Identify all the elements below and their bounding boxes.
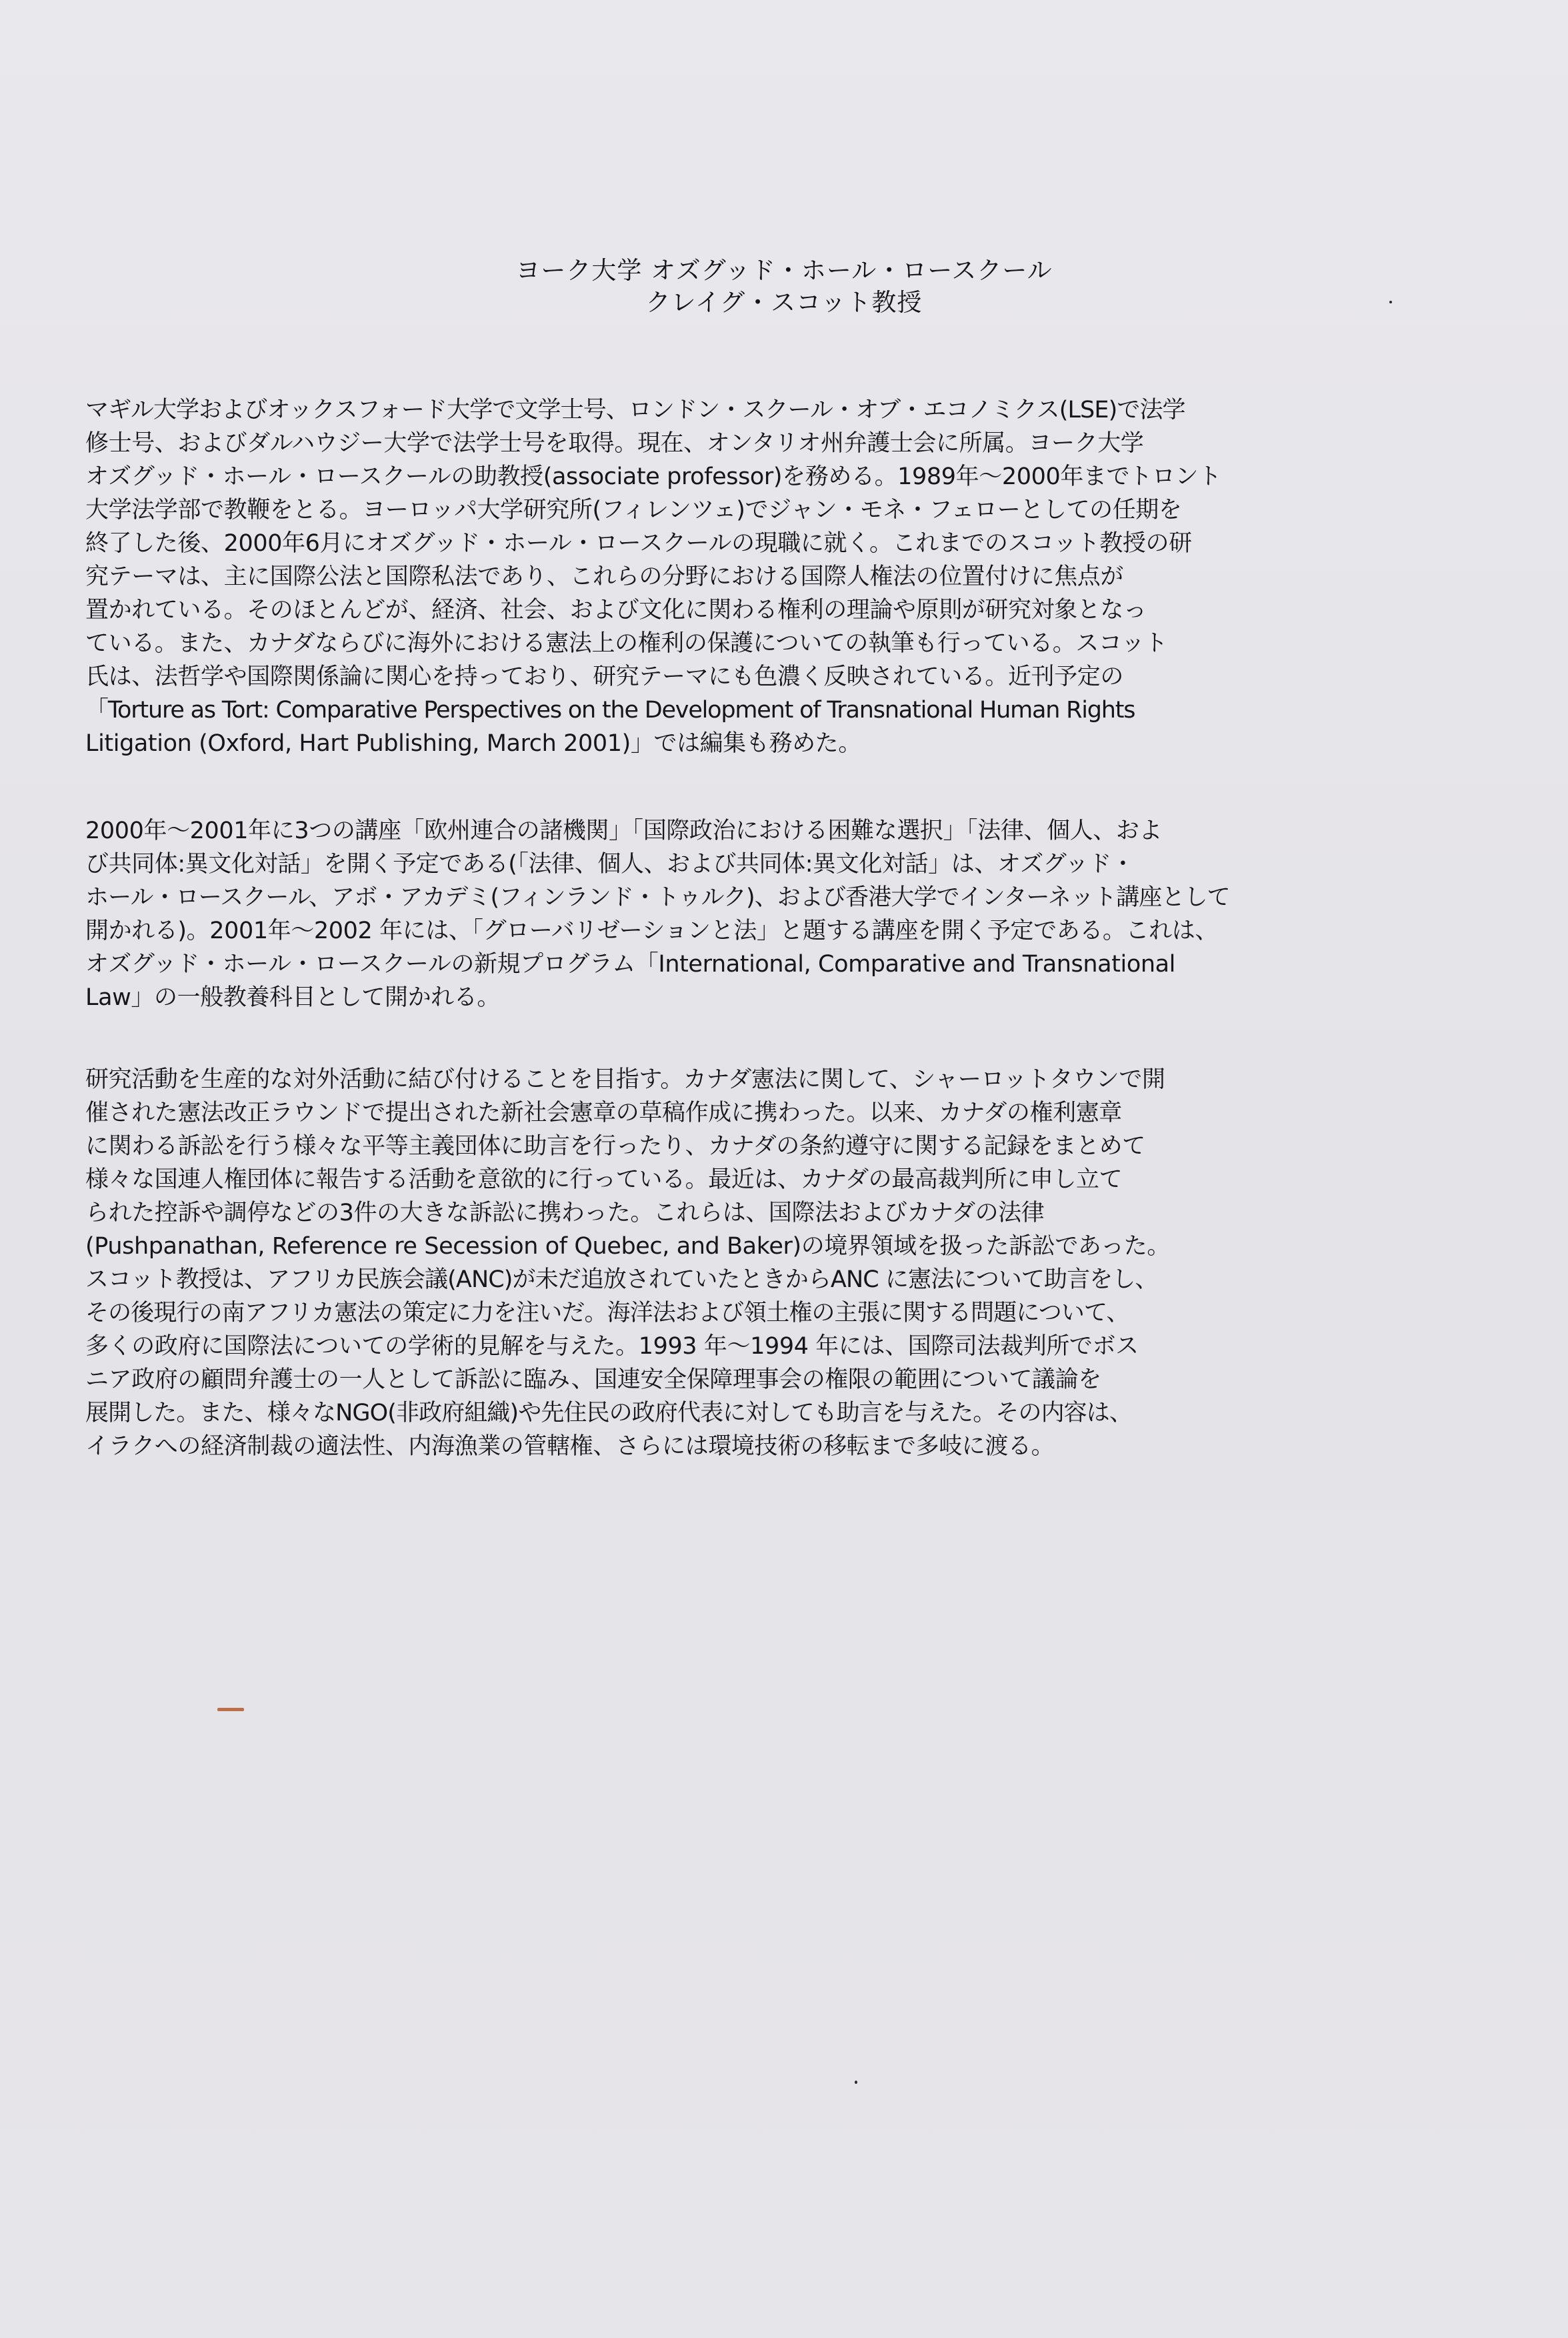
scan-speck xyxy=(855,2081,857,2084)
stray-ink-mark xyxy=(217,1708,244,1711)
text-line: イラクへの経済制裁の適法性、内海漁業の管轄権、さらには環境技術の移転まで多岐に渡る。 xyxy=(85,1433,1055,1460)
biography-paragraph xyxy=(85,393,1356,760)
text-line: 様々な国連人権団体に報告する活動を意欲的に行っている。最近は、カナダの最高裁判所に申し立て xyxy=(85,1166,1123,1193)
text-line: オズグッド・ホール・ロースクールの助教授(associate professor)を務める。1989年〜2000年までトロント xyxy=(85,463,1221,490)
text-line: 展開した。また、様々なNGO(非政府組織)や先住民の政府代表に対しても助言を与えた。その内容は、 xyxy=(85,1400,1132,1426)
text-line: 氏は、法哲学や国際関係論に関心を持っており、研究テーマにも色濃く反映されている。近刊予定の xyxy=(85,664,1124,690)
text-line: 2000年〜2001年に3つの講座「欧州連合の諸機関」「国際政治における困難な選択」「法律、個人、およ xyxy=(85,818,1163,844)
courses-paragraph xyxy=(85,814,1356,1014)
text-line: 置かれている。そのほとんどが、経済、社会、および文化に関わる権利の理論や原則が研究対象となっ xyxy=(85,597,1147,624)
text-line: Litigation (Oxford, Hart Publishing, March 2001)」では編集も務めた。 xyxy=(85,730,861,757)
text-line: Law」の一般教養科目として開かれる。 xyxy=(85,984,500,1011)
institution-heading: ヨーク大学 オズグッド・ホール・ロースクール xyxy=(515,256,1053,285)
text-line: に関わる訴訟を行う様々な平等主義団体に助言を行ったり、カナダの条約遵守に関する記録をまとめて xyxy=(85,1133,1145,1160)
text-line: 終了した後、2000年6月にオズグッド・ホール・ロースクールの現職に就く。これまでのスコット教授の研 xyxy=(85,530,1192,557)
professor-name-heading: クレイグ・スコット教授 xyxy=(645,288,923,317)
text-line: られた控訴や調停などの3件の大きな訴訟に携わった。これらは、国際法およびカナダの法律 xyxy=(85,1200,1045,1226)
text-line: ニア政府の顧問弁護士の一人として訴訟に臨み、国連安全保障理事会の権限の範囲について議論を xyxy=(85,1366,1101,1393)
activities-paragraph xyxy=(85,1063,1356,1463)
text-line: マギル大学およびオックスフォード大学で文学士号、ロンドン・スクール・オブ・エコノミクス(LSE)で法学 xyxy=(85,397,1185,423)
text-line: 修士号、およびダルハウジー大学で法学士号を取得。現在、オンタリオ州弁護士会に所属。ヨーク大学 xyxy=(85,430,1144,457)
text-line: ている。また、カナダならびに海外における憲法上の権利の保護についての執筆も行っている。スコット xyxy=(85,630,1168,657)
text-line: 催された憲法改正ラウンドで提出された新社会憲章の草稿作成に携わった。以来、カナダの権利憲章 xyxy=(85,1100,1122,1126)
text-line: (Pushpanathan, Reference re Secession of Quebec, and Baker)の境界領域を扱った訴訟であった。 xyxy=(85,1233,1170,1260)
scan-speck xyxy=(1389,301,1392,303)
text-line: 大学法学部で教鞭をとる。ヨーロッパ大学研究所(フィレンツェ)でジャン・モネ・フェローとしての任期を xyxy=(85,497,1182,523)
text-line: スコット教授は、アフリカ民族会議(ANC)が未だ追放されていたときからANC に憲法について助言をし、 xyxy=(85,1266,1158,1293)
text-line: び共同体:異文化対話」を開く予定である(「法律、個人、および共同体:異文化対話」は、オズグッド・ xyxy=(85,851,1135,878)
text-line: その後現行の南アフリカ憲法の策定に力を注いだ。海洋法および領土権の主張に関する問題について、 xyxy=(85,1300,1129,1326)
text-line: 開かれる)。2001年〜2002 年には、「グローバリゼーションと法」と題する講座を開く予定である。これは、 xyxy=(85,918,1218,944)
text-line: 究テーマは、主に国際公法と国際私法であり、これらの分野における国際人権法の位置付けに焦点が xyxy=(85,563,1124,590)
text-line: 多くの政府に国際法についての学術的見解を与えた。1993 年〜1994 年には、国際司法裁判所でボス xyxy=(85,1333,1139,1360)
text-line: ホール・ロースクール、アボ・アカデミ(フィンランド・トゥルク)、および香港大学でインターネット講座として xyxy=(85,884,1230,911)
text-line: 研究活動を生産的な対外活動に結び付けることを目指す。カナダ憲法に関して、シャーロットタウンで開 xyxy=(85,1066,1165,1093)
text-line: オズグッド・ホール・ロースクールの新規プログラム「International, Comparative and Transnational xyxy=(85,951,1176,978)
text-line: 「Torture as Tort: Comparative Perspectives on the Development of Transnational Human Rights xyxy=(85,697,1135,724)
